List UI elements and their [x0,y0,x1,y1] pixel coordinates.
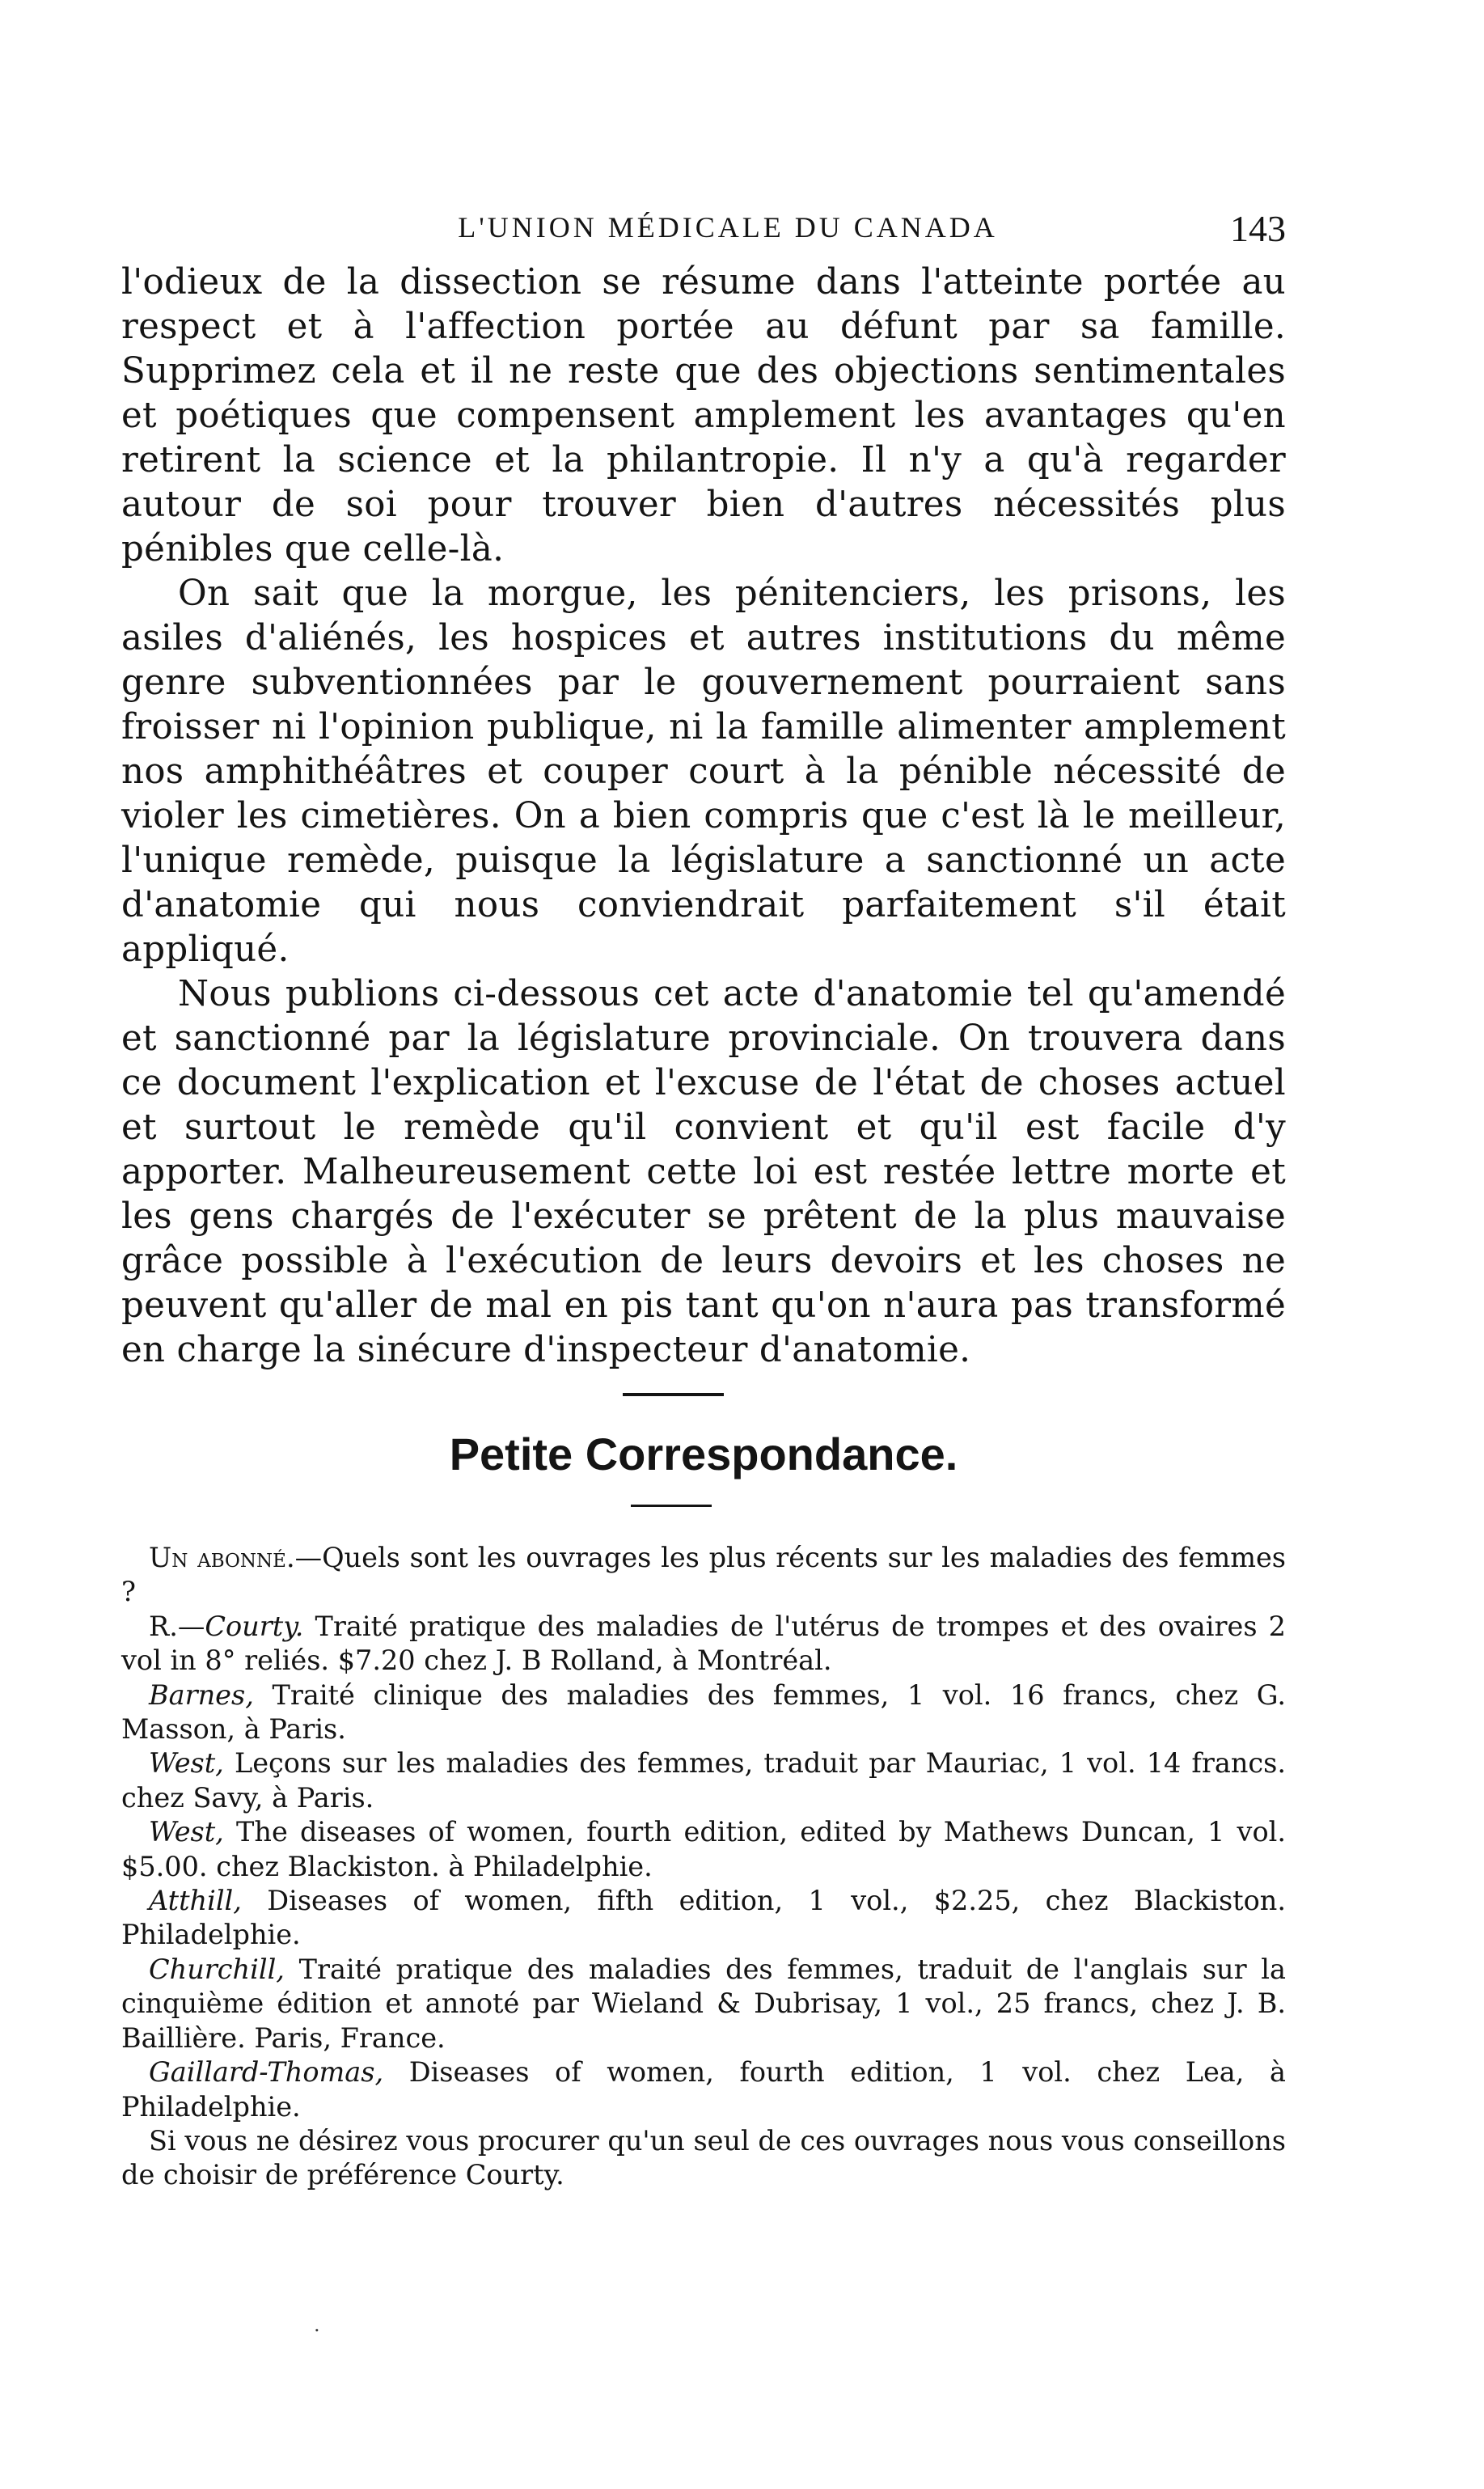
question-text: —Quels sont les ouvrages les plus récents sur les maladies des femmes ? [121,1542,1286,1608]
correspondence-entry [121,1678,1286,1747]
entry-text: The diseases of women, fourth edition, edited by Mathews Duncan, 1 vol. $5.00. chez Blackiston. à Philadelphie. [121,1816,1286,1882]
correspondence-entry [121,1815,1286,1884]
running-head [121,210,1286,259]
entry-text: Diseases of women, fifth edition, 1 vol., $2.25, chez Blackiston. Philadelphie. [121,1885,1286,1951]
entry-text: Traité pratique des maladies des femmes, traduit de l'anglais sur la cinquième édition et annoté par Wieland & Dubrisay, 1 vol., 25 francs, chez J. B. Baillière. Paris, France. [121,1953,1286,2054]
correspondence-question [121,1541,1286,1610]
body-paragraph: Nous publions ci-dessous cet acte d'anatomie tel qu'amendé et sanctionné par la législature provinciale. On trouvera dans ce document l'explication et l'excuse de l'état de choses actuel et surtout le remède qu'il convient et qu'il est facile d'y apporter. Malheureusement cette loi est restée lettre morte et les gens chargés de l'exécuter se prêtent de la plus mauvaise grâce possible à l'exécution de leurs devoirs et les choses ne peuvent qu'aller de mal en pis tant qu'on n'aura pas transformé en charge la sinécure d'inspecteur d'anatomie. [121,974,1286,1370]
question-label: Un abonné. [149,1542,295,1573]
entry-author: Atthill, [149,1885,242,1917]
answer-prefix: R.— [149,1610,205,1642]
section-divider-bottom [631,1505,712,1507]
entry-text: Traité pratique des maladies de l'utérus de trompes et des ovaires 2 vol in 8° reliés. $7.20 chez J. B Rolland, à Montréal. [121,1610,1286,1677]
body-paragraph: l'odieux de la dissection se résume dans l'atteinte portée au respect et à l'affection portée au défunt par sa famille. Supprimez cela et il ne reste que des objections sentimentales et poétiques que compensent amplement les avantages qu'en retirent la science et la philantropie. Il n'y a qu'à regarder autour de soi pour trouver bien d'autres nécessités plus pénibles que celle-là. [121,262,1286,569]
entry-author: Barnes, [149,1678,254,1711]
entry-author: Courty. [205,1610,304,1642]
entry-author: West, [149,1816,224,1848]
entry-text: Diseases of women, fourth edition, 1 vol. chez Lea, à Philadelphie. [121,2056,1286,2123]
correspondence-closing: Si vous ne désirez vous procurer qu'un seul de ces ouvrages nous vous conseillons de choisir de préférence Courty. [121,2124,1286,2191]
correspondence-entry [121,2055,1286,2124]
entry-text: Leçons sur les maladies des femmes, traduit par Mauriac, 1 vol. 14 francs. chez Savy, à Paris. [121,1747,1286,1814]
page-number: 143 [1230,208,1286,249]
entry-author: Gaillard-Thomas, [149,2056,384,2089]
correspondence-entry [121,1746,1286,1815]
entry-author: West, [149,1747,224,1780]
correspondence-entry [121,1953,1286,2055]
correspondence-entry [121,1610,1286,1678]
entry-text: Traité clinique des maladies des femmes, 1 vol. 16 francs, chez G. Masson, à Paris. [121,1678,1286,1746]
correspondence-section [121,1541,1286,2193]
page-mark: . [314,2313,320,2336]
correspondence-entry [121,1884,1286,1953]
section-heading: Petite Correspondance. [449,1429,958,1479]
body-paragraph: On sait que la morgue, les pénitenciers, les prisons, les asiles d'aliénés, les hospices et autres institutions du même genre subventionnées par le gouvernement pourraient sans froisser ni l'opinion publique, ni la famille alimenter amplement nos amphithéâtres et couper court à la pénible nécessité de violer les cimetières. On a bien compris que c'est là le meilleur, l'unique remède, puisque la législature a sanctionné un acte d'anatomie qui nous conviendrait parfaitement s'il était appliqué. [121,574,1286,970]
running-title: L'UNION MÉDICALE DU CANADA [458,211,998,243]
entry-author: Churchill, [149,1953,285,1985]
body-text [121,260,1286,1373]
section-divider-top [623,1393,724,1396]
